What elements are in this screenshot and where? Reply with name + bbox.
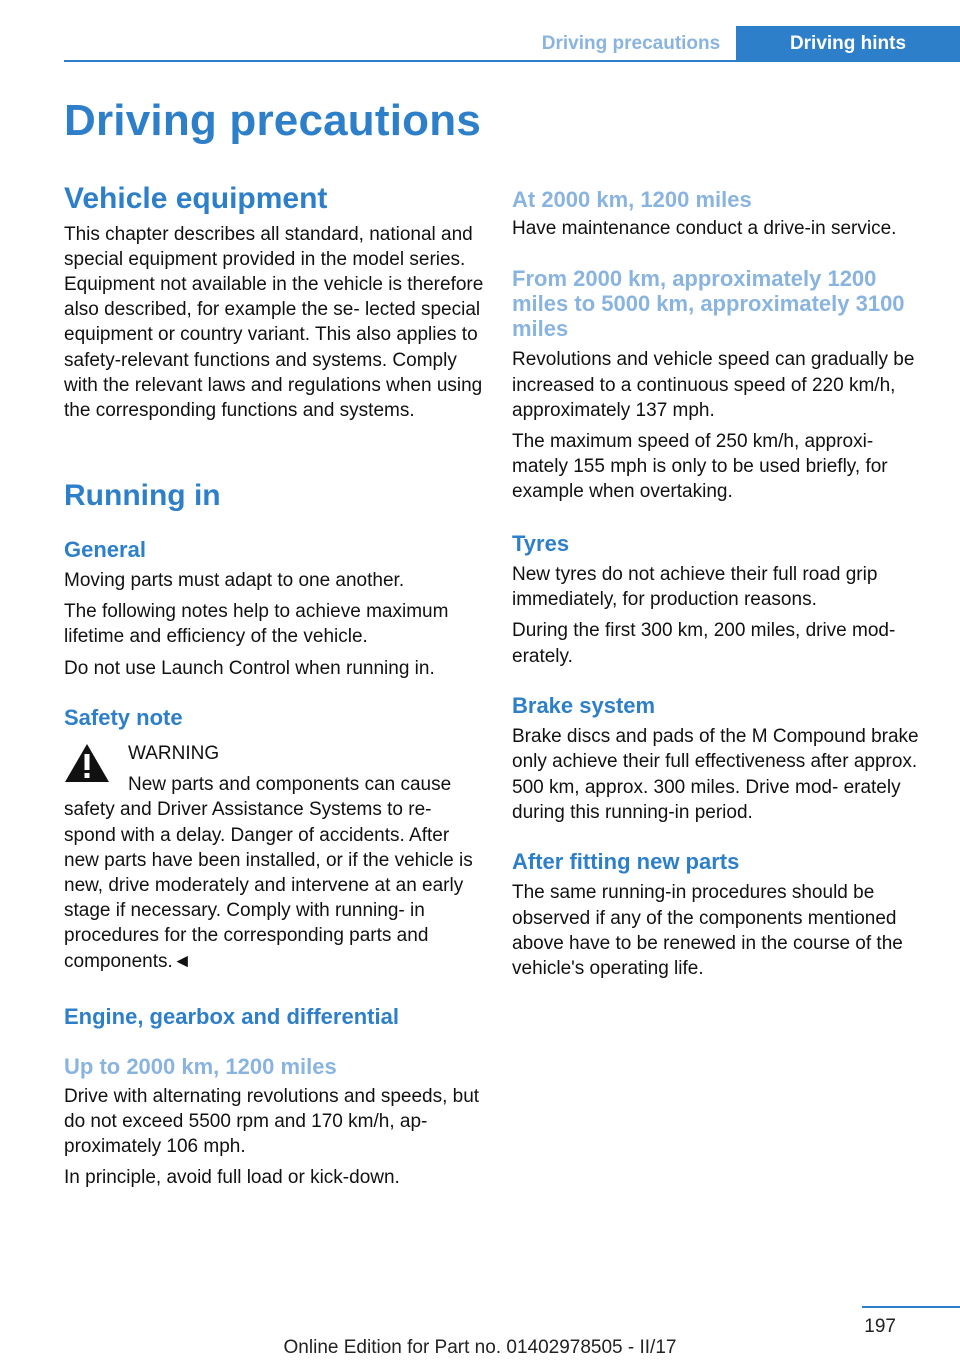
footer-rule	[862, 1306, 960, 1308]
heading-from-2000: From 2000 km, approximately 1200 miles to 5000 km, approximately 3100 miles	[512, 265, 905, 342]
heading-general: General	[64, 536, 146, 562]
tab-driving-hints[interactable]: Driving hints	[736, 26, 960, 62]
header-tabs	[526, 26, 960, 62]
general-text-2: The following notes help to achieve maximum lifetime and efficiency of the vehicle.	[64, 601, 449, 648]
general-text-3: Do not use Launch Control when running in.	[64, 657, 435, 679]
from-2000-text-2: The maximum speed of 250 km/h, approxi‐ mately 155 mph is only to be used briefly, for example when overtaking.	[512, 431, 888, 503]
heading-tyres: Tyres	[512, 530, 570, 556]
page-number: 197	[864, 1316, 896, 1337]
heading-engine-gearbox: Engine, gearbox and differential	[64, 1003, 399, 1029]
vehicle-equipment-text: This chapter describes all standard, national and special equipment provided in the model series. Equipment not available in the vehicle is therefore also described, for example the se‐ lected special equipment or country variant. This also applies to safety-relevant functions and systems. Comply with the relevant laws and regulations when using the corresponding functions and systems.	[64, 223, 484, 421]
warning-triangle-icon	[64, 743, 110, 783]
warning-text: safety and Driver Assistance Systems to re‐ spond with a delay. Danger of accidents. After new parts have been installed, or if the vehicle is new, drive moderately and intervene at an early stage if necessary. Comply with running- in procedures for the corresponding parts and components.◄	[64, 799, 473, 972]
general-text-1: Moving parts must adapt to one another.	[64, 570, 405, 592]
edition-note: Online Edition for Part no. 01402978505 - II/17	[283, 1337, 677, 1358]
up-to-2000-text-2: In principle, avoid full load or kick-down.	[64, 1167, 400, 1189]
warning-text-first: New parts and components can cause	[128, 774, 452, 796]
heading-safety-note: Safety note	[64, 704, 183, 730]
heading-at-2000: At 2000 km, 1200 miles	[512, 187, 752, 212]
up-to-2000-text-1: Drive with alternating revolutions and speeds, but do not exceed 5500 rpm and 170 km/h, ap‐ proximately 106 mph.	[64, 1085, 480, 1157]
at-2000-text: Have maintenance conduct a drive-in service.	[512, 218, 897, 240]
heading-vehicle-equipment: Vehicle equipment	[64, 182, 328, 215]
heading-running-in: Running in	[64, 479, 221, 513]
brake-system-text: Brake discs and pads of the M Compound brake only achieve their full effectiveness after approx. 500 km, approx. 300 miles. Drive mod‐ erately during this running-in period.	[512, 726, 919, 823]
warning-box	[64, 741, 484, 974]
tyres-text-1: New tyres do not achieve their full road grip immediately, for production reasons.	[512, 564, 878, 611]
from-2000-text-1: Revolutions and vehicle speed can gradually be increased to a continuous speed of 220 km/h, approximately 137 mph.	[512, 349, 915, 421]
heading-brake-system: Brake system	[512, 692, 656, 718]
tab-driving-precautions[interactable]: Driving precautions	[526, 26, 736, 62]
warning-label: WARNING	[128, 743, 220, 765]
heading-up-to-2000: Up to 2000 km, 1200 miles	[64, 1054, 337, 1080]
heading-after-fitting-new-parts: After fitting new parts	[512, 849, 740, 875]
header-rule	[64, 60, 960, 62]
right-column	[512, 180, 928, 981]
tyres-text-2: During the first 300 km, 200 miles, drive mod‐ erately.	[512, 620, 896, 667]
page-title: Driving precautions	[64, 96, 481, 145]
left-column	[64, 180, 484, 1190]
new-parts-text: The same running-in procedures should be observed if any of the components mentioned above have to be renewed in the course of the vehicle's operating life.	[512, 882, 903, 980]
